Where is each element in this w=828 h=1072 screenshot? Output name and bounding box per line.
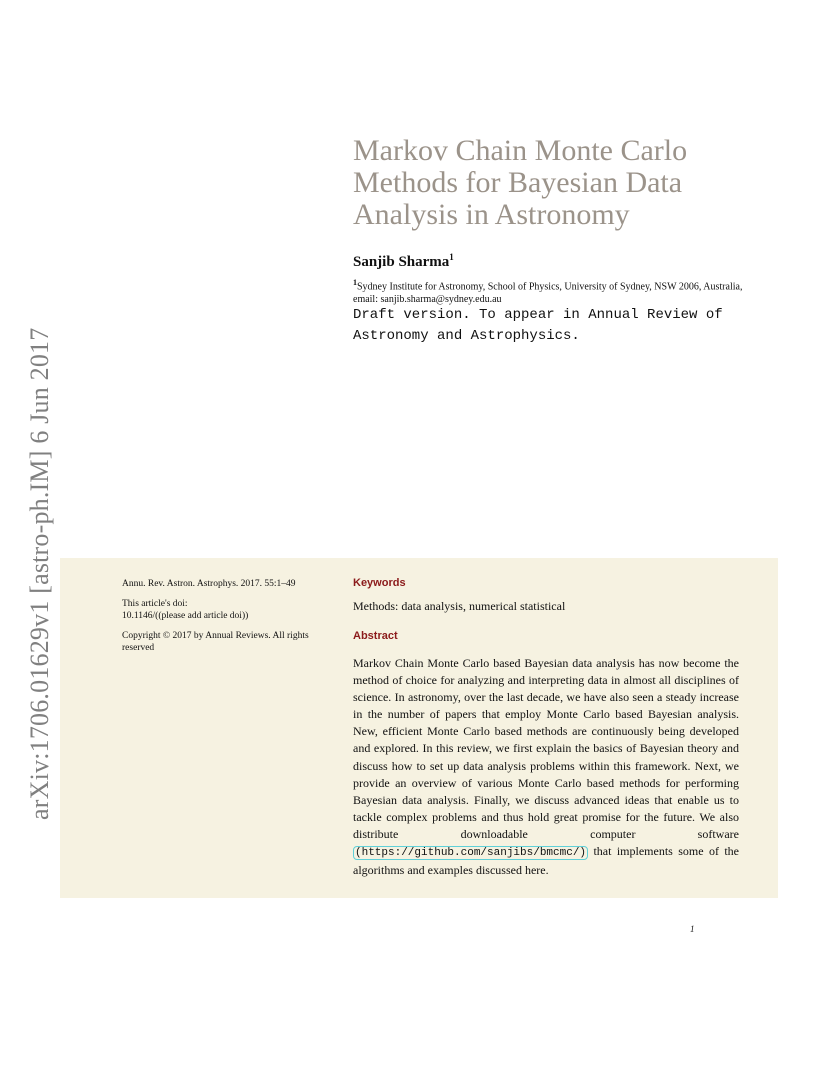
arxiv-stamp: arXiv:1706.01629v1 [astro-ph.IM] 6 Jun 2017 [25,327,54,820]
keywords-text: Methods: data analysis, numerical statistical [353,599,566,613]
article-meta [122,578,322,662]
abstract-heading: Abstract [353,630,398,642]
abstract-text [353,655,739,879]
page-number: 1 [690,924,695,934]
software-link[interactable]: (https://github.com/sanjibs/bmcmc/) [355,847,587,860]
keywords-heading: Keywords [353,577,406,589]
affiliation [353,276,743,306]
draft-note: Draft version. To appear in Annual Review of Astronomy and Astrophysics. [353,307,723,344]
doi-block [122,598,322,622]
affiliation-mark: 1 [353,278,357,287]
doi-label: This article's doi: [122,599,188,609]
paper-title: Markov Chain Monte Carlo Methods for Bayesian Data Analysis in Astronomy [353,134,688,231]
author [353,252,454,271]
abstract-text-after: that implements some of the algorithms and examples discussed here. [353,844,739,878]
author-name: Sanjib Sharma [353,254,450,270]
affiliation-text: Sydney Institute for Astronomy, School of Physics, University of Sydney, NSW 2006, Australia, email: sanjib.sharma@sydney.edu.au [353,281,743,306]
doi: 10.1146/((please add article doi)) [122,611,249,621]
journal-citation: Annu. Rev. Astron. Astrophys. 2017. 55:1–49 [122,579,296,589]
author-affil-mark: 1 [449,252,454,262]
abstract-text-before: Markov Chain Monte Carlo based Bayesian data analysis has now become the method of choice for analyzing and interpreting data in almost all disciplines of science. In astronomy, over the last decade, we have also seen a steady increase in the number of papers that employ Monte Carlo based Bayesian analysis. New, efficient Monte Carlo based methods are continuously being developed and explored. In this review, we first explain the basics of Bayesian theory and discuss how to set up data analysis problems within this framework. Next, we provide an overview of various Monte Carlo based methods for performing Bayesian data analysis. Finally, we discuss advanced ideas that enable us to tackle complex problems and thus hold great promise for the future. We also distribute downloadable computer software [353,656,739,841]
copyright: Copyright © 2017 by Annual Reviews. All rights reserved [122,631,309,653]
